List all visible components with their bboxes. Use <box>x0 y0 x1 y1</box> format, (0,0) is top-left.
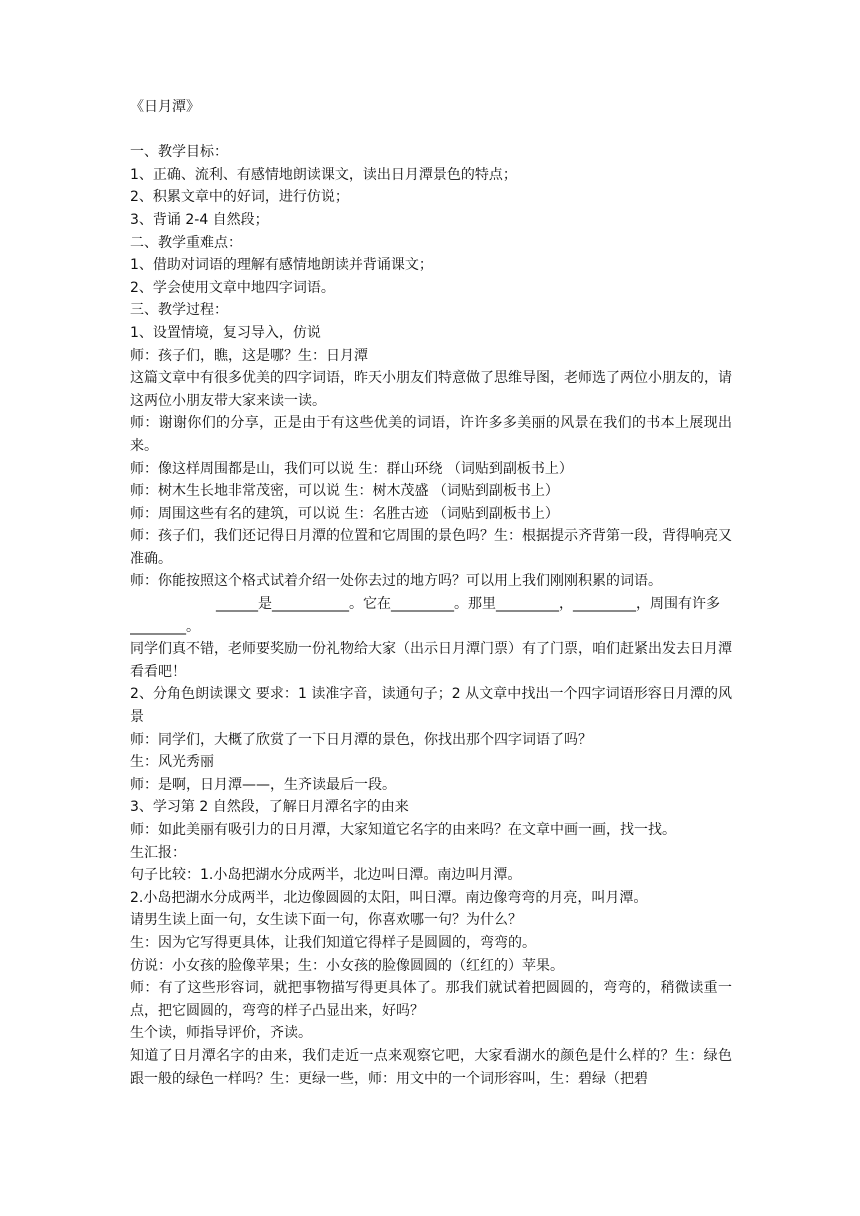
dialogue-line: 生个读，师指导评价，齐读。 <box>130 1025 312 1042</box>
key-point-item: 2、学会使用文章中地四字词语。 <box>130 279 335 296</box>
blank-line <box>130 119 732 142</box>
dialogue-line: 师：你能按照这个格式试着介绍一处你去过的地方吗？可以用上我们刚刚积累的词语。 <box>130 573 662 590</box>
process-step-heading: 1、设置情境，复习导入，仿说 <box>130 324 321 341</box>
paragraph: 师：孩子们，我们还记得日月潭的位置和它周围的景色吗？生：根据提示齐背第一段，背得响亮又准确。 <box>130 528 732 567</box>
dialogue-line: 师：像这样周围都是山，我们可以说 生：群山环绕 （词贴到副板书上） <box>130 460 573 477</box>
sentence-comparison: 句子比较：1.小岛把湖水分成两半，北边叫日潭。南边叫月潭。 <box>130 867 522 884</box>
dialogue-line: 师：孩子们，瞧，这是哪？生：日月潭 <box>130 347 368 364</box>
dialogue-line: 请男生读上面一句，女生读下面一句，你喜欢哪一句？为什么？ <box>130 912 522 929</box>
sentence-comparison: 2.小岛把湖水分成两半，北边像圆圆的太阳，叫日潭。南边像弯弯的月亮，叫月潭。 <box>130 889 648 906</box>
section-heading-process: 三、教学过程： <box>130 302 228 319</box>
paragraph: 师：谢谢你们的分享，正是由于有这些优美的词语，许许多多美丽的风景在我们的书本上展现出来。 <box>130 415 732 454</box>
process-step-heading: 2、分角色朗读课文 要求：1 读准字音，读通句子；2 从文章中找出一个四字词语形容日月潭的风景 <box>130 686 732 726</box>
fill-in-template: ______是___________。它在_________。那里_________，_________，周围有许多 <box>216 596 720 613</box>
dialogue-line: 生：风光秀丽 <box>130 754 214 771</box>
dialogue-line: 仿说：小女孩的脸像苹果；生：小女孩的脸像圆圆的（红红的）苹果。 <box>130 957 564 974</box>
dialogue-line: 生：因为它写得更具体，让我们知道它得样子是圆圆的，弯弯的。 <box>130 934 536 951</box>
dialogue-line: 师：周围这些有名的建筑，可以说 生：名胜古迹 （词贴到副板书上） <box>130 505 559 522</box>
paragraph: 知道了日月潭名字的由来，我们走近一点来观察它吧，大家看湖水的颜色是什么样的？生：绿色 跟一般的绿色一样吗？生：更绿一些，师：用文中的一个词形容叫，生：碧绿（把碧 <box>130 1047 732 1087</box>
goal-item: 1、正确、流利、有感情地朗读课文，读出日月潭景色的特点； <box>130 166 517 183</box>
section-heading-goals: 一、教学目标： <box>130 144 228 161</box>
key-point-item: 1、借助对词语的理解有感情地朗读并背诵课文； <box>130 257 433 274</box>
paragraph: 同学们真不错，老师要奖励一份礼物给大家（出示日月潭门票）有了门票，咱们赶紧出发去日月潭看看吧！ <box>130 641 732 680</box>
dialogue-line: 师：同学们，大概了欣赏了一下日月潭的景色，你找出那个四字词语了吗？ <box>130 731 592 748</box>
process-step-heading: 3、学习第 2 自然段，了解日月潭名字的由来 <box>130 799 409 816</box>
paragraph: 这篇文章中有很多优美的四字词语，昨天小朋友们特意做了思维导图，老师选了两位小朋友的，请这两位小朋友带大家来读一读。 <box>130 370 732 409</box>
fill-in-template: ________。 <box>130 618 200 635</box>
dialogue-line: 师：如此美丽有吸引力的日月潭，大家知道它名字的由来吗？在文章中画一画，找一找。 <box>130 822 676 838</box>
document-body <box>130 96 732 1090</box>
section-heading-key-points: 二、教学重难点： <box>130 234 242 251</box>
dialogue-line: 生汇报： <box>130 844 186 861</box>
dialogue-line: 师：是啊，日月潭——，生齐读最后一段。 <box>130 776 396 793</box>
dialogue-line: 师：树木生长地非常茂密，可以说 生：树木茂盛 （词贴到副板书上） <box>130 483 559 500</box>
paragraph: 师：有了这些形容词，就把事物描写得更具体了。那我们就试着把圆圆的，弯弯的，稍微读重一点，把它圆圆的，弯弯的样子凸显出来，好吗？ <box>130 980 732 1019</box>
goal-item: 3、背诵 2-4 自然段； <box>130 211 269 228</box>
document-title: 《日月潭》 <box>130 99 200 115</box>
goal-item: 2、积累文章中的好词，进行仿说； <box>130 189 349 206</box>
